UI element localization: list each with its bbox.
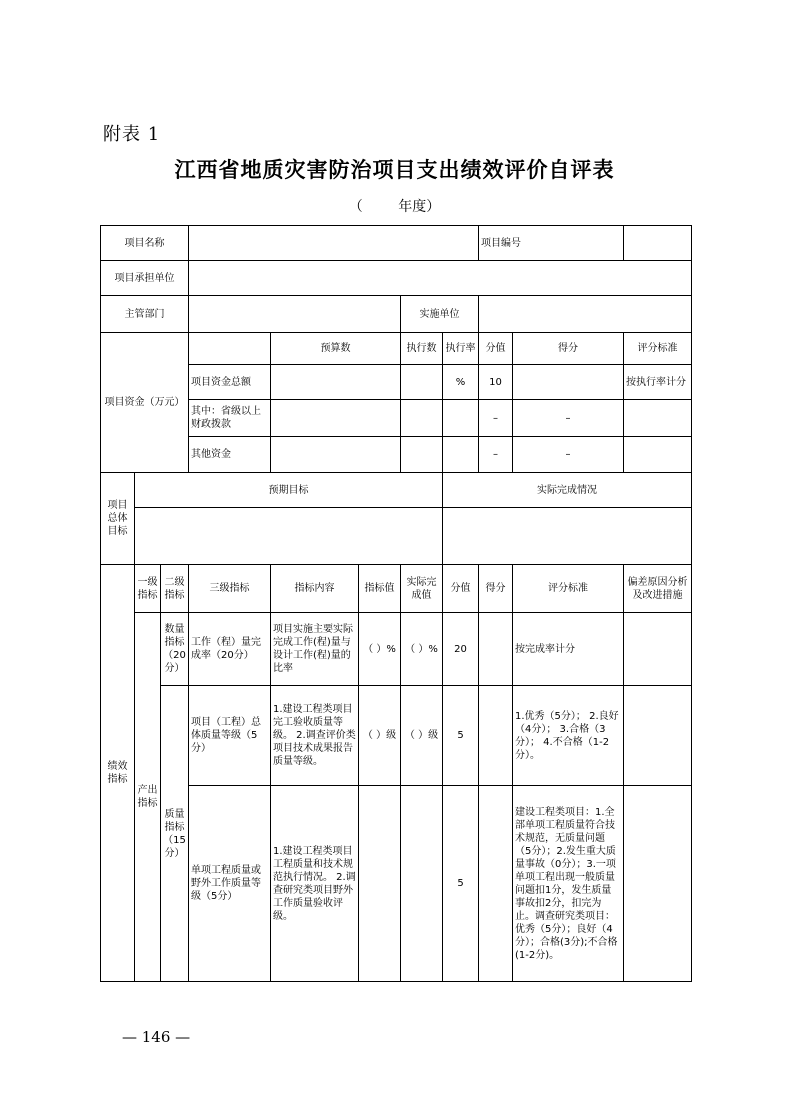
- undertaker-field[interactable]: [189, 261, 692, 296]
- criteria-header: 评分标准: [624, 333, 692, 365]
- funds-label: 项目资金（万元）: [101, 333, 189, 473]
- indicators-side-label: 绩效指标: [101, 565, 135, 982]
- quantity-lvl2: 数量指标（20分）: [161, 613, 189, 686]
- total-criteria: 按执行率计分: [624, 365, 692, 400]
- quality-b-content: 1.建设工程类项目工程质量和技术规范执行情况。 2.调查研究类项目野外工作质量验收评级。: [271, 786, 359, 982]
- lvl3-header: 三级指标: [189, 565, 271, 613]
- quantity-deviation-field[interactable]: [624, 613, 692, 686]
- ind-score-header: 得分: [479, 565, 513, 613]
- competent-dept-field[interactable]: [189, 296, 401, 333]
- page-number: — 146 —: [122, 1028, 191, 1046]
- quality-lvl2: 质量指标（15分）: [161, 686, 189, 982]
- provincial-executed-field[interactable]: [401, 400, 443, 437]
- project-no-label: 项目编号: [479, 226, 624, 261]
- output-indicator-label: 产出指标: [135, 613, 161, 982]
- evaluation-table: [100, 225, 692, 982]
- lvl1-header: 一级指标: [135, 565, 161, 613]
- budget-header: 预算数: [271, 333, 401, 365]
- provincial-criteria-field: [624, 400, 692, 437]
- target-header: 指标值: [359, 565, 401, 613]
- deviation-header: 偏差原因分析及改进措施: [624, 565, 692, 613]
- document-title: 江西省地质灾害防治项目支出绩效评价自评表: [174, 157, 615, 182]
- quality-a-score-field[interactable]: [479, 686, 513, 786]
- provincial-score-value: –: [479, 400, 513, 437]
- funds-header-blank: [189, 333, 271, 365]
- exec-rate-header: 执行率: [443, 333, 479, 365]
- quality-a-actual[interactable]: （ ）级: [401, 686, 443, 786]
- quantity-target[interactable]: （ ）%: [359, 613, 401, 686]
- quantity-lvl3: 工作（程）量完成率（20分）: [189, 613, 271, 686]
- competent-dept-label: 主管部门: [101, 296, 189, 333]
- provincial-rate-field[interactable]: [443, 400, 479, 437]
- other-criteria-field: [624, 437, 692, 473]
- quantity-content: 项目实施主要实际完成工作(程)量与设计工作(程)量的比率: [271, 613, 359, 686]
- other-score: –: [513, 437, 624, 473]
- quantity-criteria: 按完成率计分: [513, 613, 624, 686]
- score-header: 得分: [513, 333, 624, 365]
- quality-b-score-field[interactable]: [479, 786, 513, 982]
- quality-a-criteria: 1.优秀（5分）； 2.良好（4分）； 3.合格（3分）； 4.不合格（1-2分）。: [513, 686, 624, 786]
- undertaker-label: 项目承担单位: [101, 261, 189, 296]
- score-value-header: 分值: [479, 333, 513, 365]
- executed-header: 执行数: [401, 333, 443, 365]
- impl-unit-field[interactable]: [479, 296, 692, 333]
- total-rate-cell: %: [443, 365, 479, 400]
- project-name-label: 项目名称: [101, 226, 189, 261]
- other-funds-label: 其他资金: [189, 437, 271, 473]
- quantity-score-field[interactable]: [479, 613, 513, 686]
- other-executed-field[interactable]: [401, 437, 443, 473]
- provincial-budget-field[interactable]: [271, 400, 401, 437]
- expected-goals-header: 预期目标: [135, 473, 443, 508]
- other-budget-field[interactable]: [271, 437, 401, 473]
- total-score-value: 10: [479, 365, 513, 400]
- quality-b-actual-field[interactable]: [401, 786, 443, 982]
- provincial-score: –: [513, 400, 624, 437]
- quality-a-target[interactable]: （ ）级: [359, 686, 401, 786]
- expected-goals-field[interactable]: [135, 508, 443, 565]
- actual-completion-header: 实际完成情况: [443, 473, 692, 508]
- quality-a-deviation-field[interactable]: [624, 686, 692, 786]
- provincial-funds-label: 其中：省级以上财政拨款: [189, 400, 271, 437]
- total-score-field[interactable]: [513, 365, 624, 400]
- quantity-actual[interactable]: （ ）%: [401, 613, 443, 686]
- project-no-field[interactable]: [624, 226, 692, 261]
- other-rate-field[interactable]: [443, 437, 479, 473]
- actual-value-header: 实际完成值: [401, 565, 443, 613]
- ind-score-value-header: 分值: [443, 565, 479, 613]
- quality-b-lvl3: 单项工程质量或野外工作质量等级（5分）: [189, 786, 271, 982]
- actual-completion-field[interactable]: [443, 508, 692, 565]
- quality-a-content: 1.建设工程类项目完工验收质量等级。 2.调查评价类项目技术成果报告质量等级。: [271, 686, 359, 786]
- quality-b-target-field[interactable]: [359, 786, 401, 982]
- quality-b-score-value: 5: [443, 786, 479, 982]
- total-executed-field[interactable]: [401, 365, 443, 400]
- project-name-field[interactable]: [189, 226, 479, 261]
- quality-b-deviation-field[interactable]: [624, 786, 692, 982]
- quality-a-score-value: 5: [443, 686, 479, 786]
- lvl2-header: 二级指标: [161, 565, 189, 613]
- quality-a-lvl3: 项目（工程）总体质量等级（5分）: [189, 686, 271, 786]
- impl-unit-label: 实施单位: [401, 296, 479, 333]
- annex-label: 附表 1: [103, 124, 161, 145]
- quality-b-criteria: 建设工程类项目：1.全部单项工程质量符合技术规范，无质量问题（5分）；2.发生重大质量事故（0分）；3.一项单项工程出现一般质量问题扣1分，发生质量事故扣2分，扣完为止。调查研究类项目：优秀（5分）；良好（4分）；合格(3分);不合格(1-2分)。: [513, 786, 624, 982]
- ind-criteria-header: 评分标准: [513, 565, 624, 613]
- other-score-value: –: [479, 437, 513, 473]
- total-funds-label: 项目资金总额: [189, 365, 271, 400]
- total-budget-field[interactable]: [271, 365, 401, 400]
- year-line: （ 年度）: [348, 199, 441, 215]
- goals-label: 项目总体目标: [101, 473, 135, 565]
- quantity-score-value: 20: [443, 613, 479, 686]
- content-header: 指标内容: [271, 565, 359, 613]
